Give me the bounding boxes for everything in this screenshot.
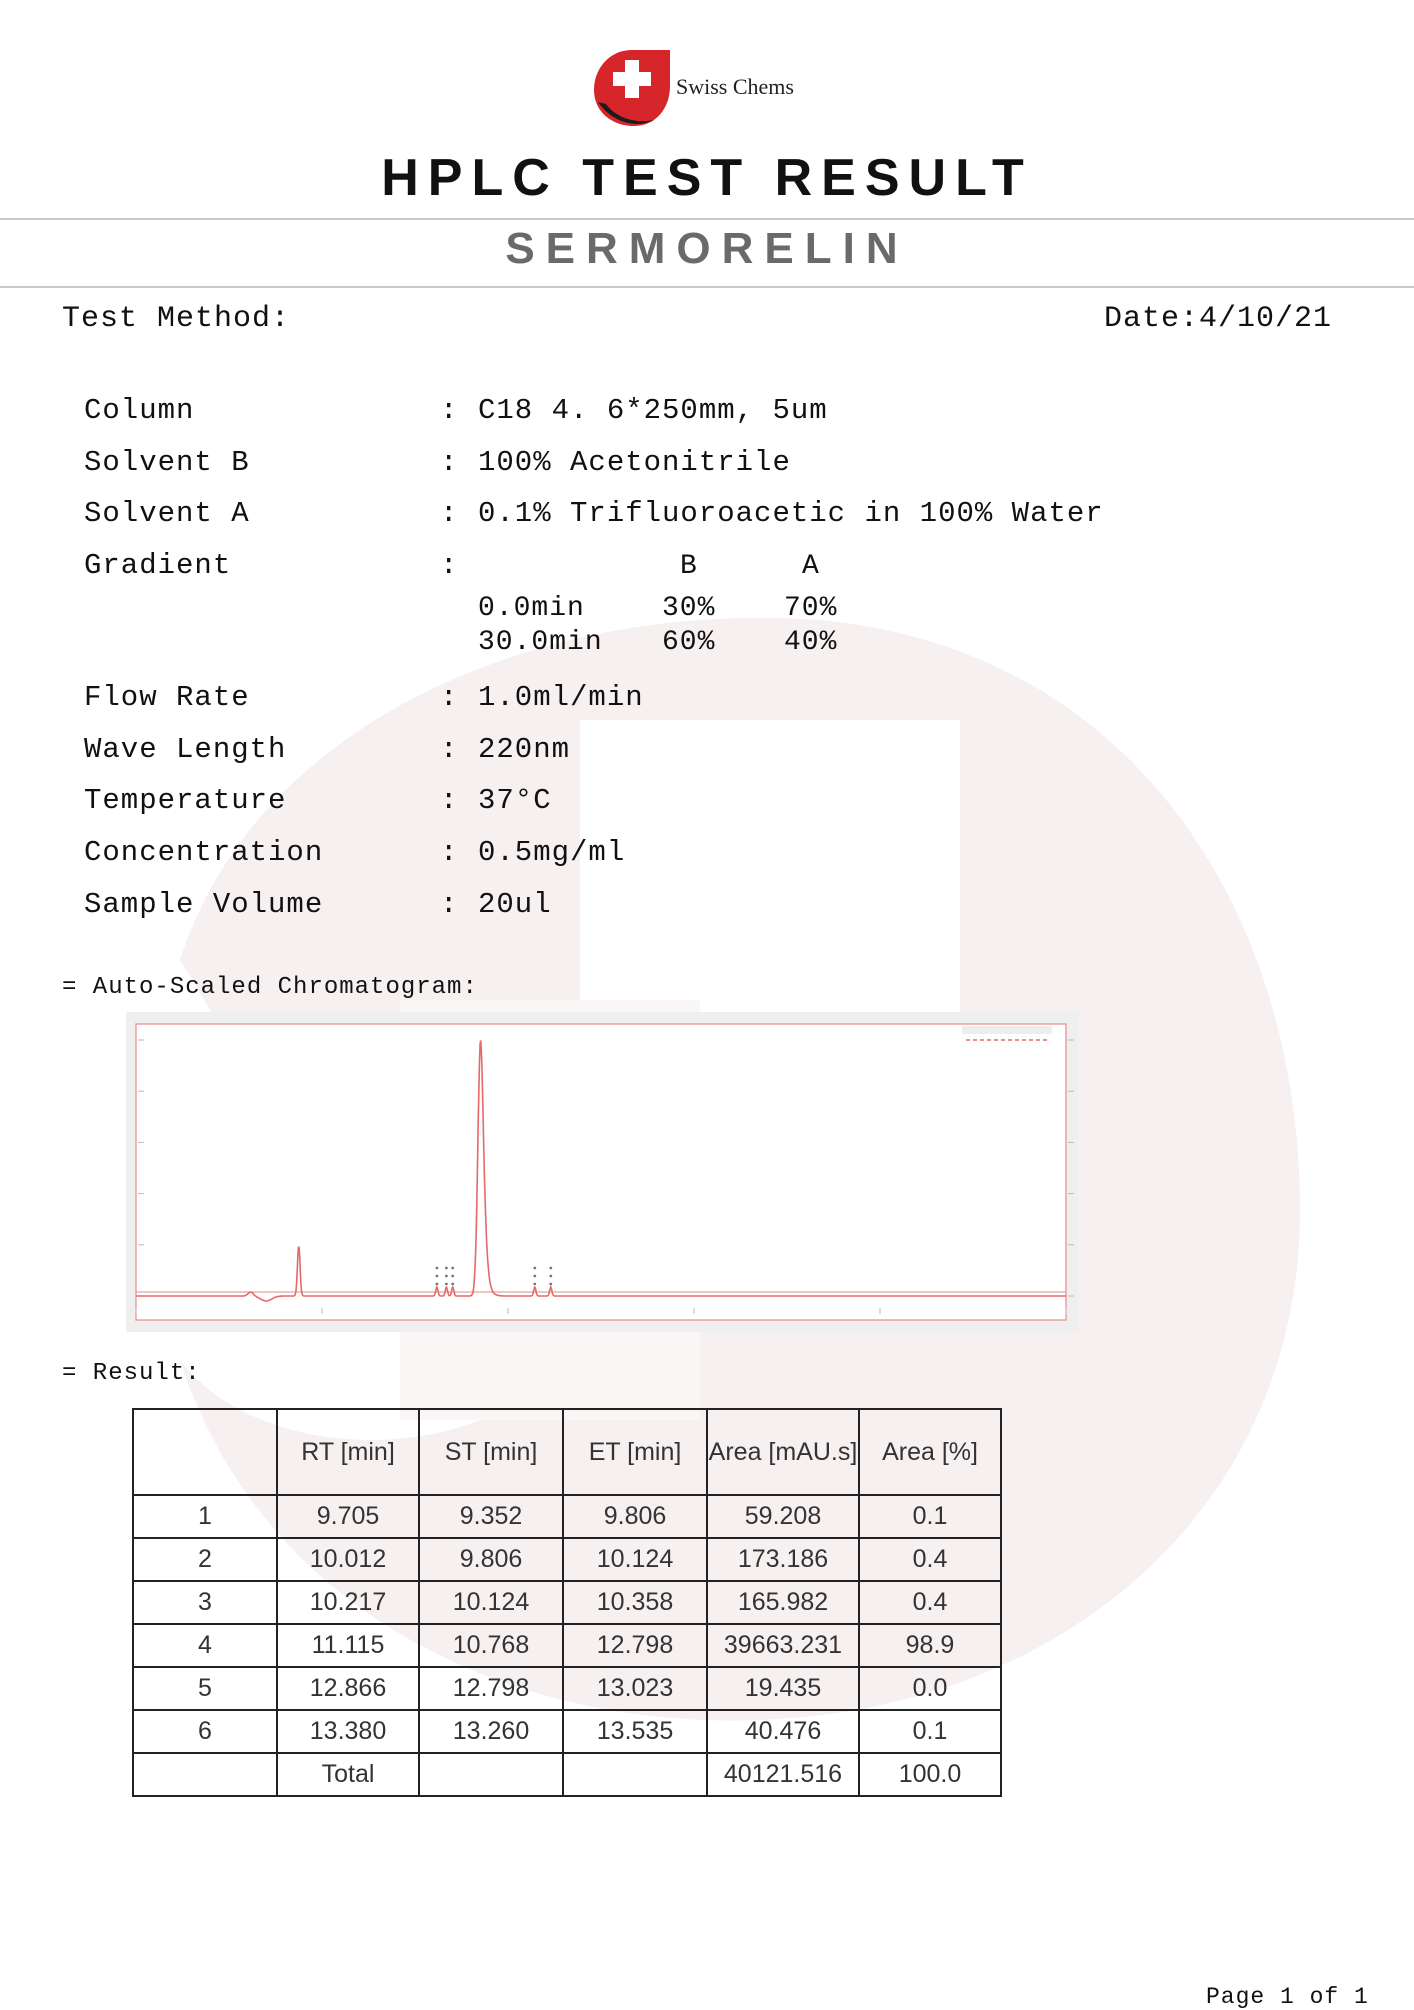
table-cell: 0.4	[859, 1538, 1001, 1581]
peak-marker	[445, 1283, 448, 1286]
param-value-column: C18 4. 6*250mm, 5um	[478, 394, 828, 427]
table-cell: 40.476	[707, 1710, 859, 1753]
gradient-header-b: B	[680, 551, 698, 582]
param-colon: :	[440, 394, 459, 427]
chart-legend	[962, 1026, 1052, 1034]
header-cell: Area [mAU.s]	[707, 1409, 859, 1495]
table-cell: 0.4	[859, 1581, 1001, 1624]
peak-marker	[445, 1275, 448, 1278]
table-cell: 12.866	[277, 1667, 419, 1710]
table-cell: 12.798	[563, 1624, 707, 1667]
table-row	[133, 1495, 1001, 1538]
param-label-solvent-b: Solvent B	[84, 446, 250, 479]
gradient-b-value: 30%	[662, 593, 716, 624]
title-divider	[0, 218, 1414, 220]
header-cell: Area [%]	[859, 1409, 1001, 1495]
test-date	[1104, 302, 1332, 336]
table-cell: 9.806	[563, 1495, 707, 1538]
swiss-cross-drop-icon	[590, 46, 674, 130]
table-cell: 59.208	[707, 1495, 859, 1538]
peak-marker	[451, 1275, 454, 1278]
param-colon: :	[440, 549, 459, 582]
peak-marker	[533, 1283, 536, 1286]
param-value-wave-length: 220nm	[478, 733, 571, 766]
table-cell: 13.260	[419, 1710, 563, 1753]
peak-marker	[451, 1267, 454, 1270]
table-cell: 4	[133, 1624, 277, 1667]
param-colon: :	[440, 681, 459, 714]
peak-marker	[436, 1283, 439, 1286]
param-value-sample-volume: 20ul	[478, 888, 552, 921]
peak-marker	[533, 1267, 536, 1270]
param-label-wave-length: Wave Length	[84, 733, 287, 766]
table-row	[133, 1624, 1001, 1667]
table-row	[133, 1581, 1001, 1624]
table-cell: 10.358	[563, 1581, 707, 1624]
table-header-row	[133, 1409, 1001, 1495]
table-cell: 19.435	[707, 1667, 859, 1710]
table-cell: 1	[133, 1495, 277, 1538]
table-cell: 0.1	[859, 1495, 1001, 1538]
param-colon: :	[440, 784, 459, 817]
table-cell: 173.186	[707, 1538, 859, 1581]
brand-logo	[590, 46, 830, 130]
table-cell: 5	[133, 1667, 277, 1710]
chromatogram-section-label: = Auto-Scaled Chromatogram:	[62, 974, 478, 1001]
table-cell: 11.115	[277, 1624, 419, 1667]
table-cell	[133, 1753, 277, 1796]
param-value-temperature: 37°C	[478, 784, 552, 817]
table-cell: 10.217	[277, 1581, 419, 1624]
param-colon: :	[440, 497, 459, 530]
peak-marker	[445, 1267, 448, 1270]
table-cell: 39663.231	[707, 1624, 859, 1667]
date-value: 4/10/21	[1199, 302, 1333, 336]
param-label-sample-volume: Sample Volume	[84, 888, 324, 921]
gradient-time: 0.0min	[478, 593, 585, 624]
peak-marker	[549, 1267, 552, 1270]
peak-marker	[549, 1283, 552, 1286]
header-cell: ET [min]	[563, 1409, 707, 1495]
param-colon: :	[440, 888, 459, 921]
param-colon: :	[440, 836, 459, 869]
table-row	[133, 1710, 1001, 1753]
header-cell	[133, 1409, 277, 1495]
table-cell: 10.124	[419, 1581, 563, 1624]
table-cell: 165.982	[707, 1581, 859, 1624]
table-row	[133, 1538, 1001, 1581]
gradient-a-value: 40%	[784, 627, 838, 658]
table-cell: 6	[133, 1710, 277, 1753]
param-label-concentration: Concentration	[84, 836, 324, 869]
table-cell: 12.798	[419, 1667, 563, 1710]
date-label: Date:	[1104, 302, 1200, 336]
param-value-concentration: 0.5mg/ml	[478, 836, 626, 869]
param-value-flow-rate: 1.0ml/min	[478, 681, 644, 714]
table-cell: 40121.516	[707, 1753, 859, 1796]
table-cell: 10.768	[419, 1624, 563, 1667]
table-cell: 9.352	[419, 1495, 563, 1538]
brand-name: Swiss Chems	[676, 74, 794, 99]
peak-marker	[533, 1275, 536, 1278]
table-cell	[563, 1753, 707, 1796]
gradient-b-value: 60%	[662, 627, 716, 658]
table-cell: 100.0	[859, 1753, 1001, 1796]
peak-marker	[436, 1275, 439, 1278]
peak-marker	[549, 1275, 552, 1278]
table-cell: 98.9	[859, 1624, 1001, 1667]
product-name: SERMORELIN	[505, 224, 909, 273]
gradient-a-value: 70%	[784, 593, 838, 624]
result-section-label: = Result:	[62, 1360, 201, 1387]
table-cell: 0.0	[859, 1667, 1001, 1710]
gradient-time: 30.0min	[478, 627, 603, 658]
table-cell: 9.806	[419, 1538, 563, 1581]
param-label-gradient: Gradient	[84, 549, 232, 582]
product-divider	[0, 286, 1414, 288]
param-colon: :	[440, 733, 459, 766]
table-cell: 10.012	[277, 1538, 419, 1581]
page-title: HPLC TEST RESULT	[381, 149, 1033, 207]
table-total-row	[133, 1753, 1001, 1796]
param-colon: :	[440, 446, 459, 479]
table-cell: 3	[133, 1581, 277, 1624]
table-cell	[419, 1753, 563, 1796]
table-cell: 10.124	[563, 1538, 707, 1581]
peak-marker	[451, 1283, 454, 1286]
param-label-column: Column	[84, 394, 195, 427]
header-cell: ST [min]	[419, 1409, 563, 1495]
results-table	[132, 1408, 1002, 1797]
table-cell: 0.1	[859, 1710, 1001, 1753]
table-cell: 13.023	[563, 1667, 707, 1710]
chromatogram-chart	[126, 1012, 1078, 1332]
table-cell: Total	[277, 1753, 419, 1796]
plot-area	[136, 1024, 1066, 1320]
header-cell: RT [min]	[277, 1409, 419, 1495]
table-cell: 13.535	[563, 1710, 707, 1753]
table-cell: 13.380	[277, 1710, 419, 1753]
table-cell: 9.705	[277, 1495, 419, 1538]
table-row	[133, 1667, 1001, 1710]
param-label-solvent-a: Solvent A	[84, 497, 250, 530]
param-label-flow-rate: Flow Rate	[84, 681, 250, 714]
table-cell: 2	[133, 1538, 277, 1581]
param-value-solvent-a: 0.1% Trifluoroacetic in 100% Water	[478, 497, 1104, 530]
test-method-label: Test Method:	[62, 302, 291, 336]
gradient-header-a: A	[802, 551, 820, 582]
peak-marker	[436, 1267, 439, 1270]
page-number: Page 1 of 1	[1206, 1984, 1369, 2010]
param-label-temperature: Temperature	[84, 784, 287, 817]
param-value-solvent-b: 100% Acetonitrile	[478, 446, 791, 479]
